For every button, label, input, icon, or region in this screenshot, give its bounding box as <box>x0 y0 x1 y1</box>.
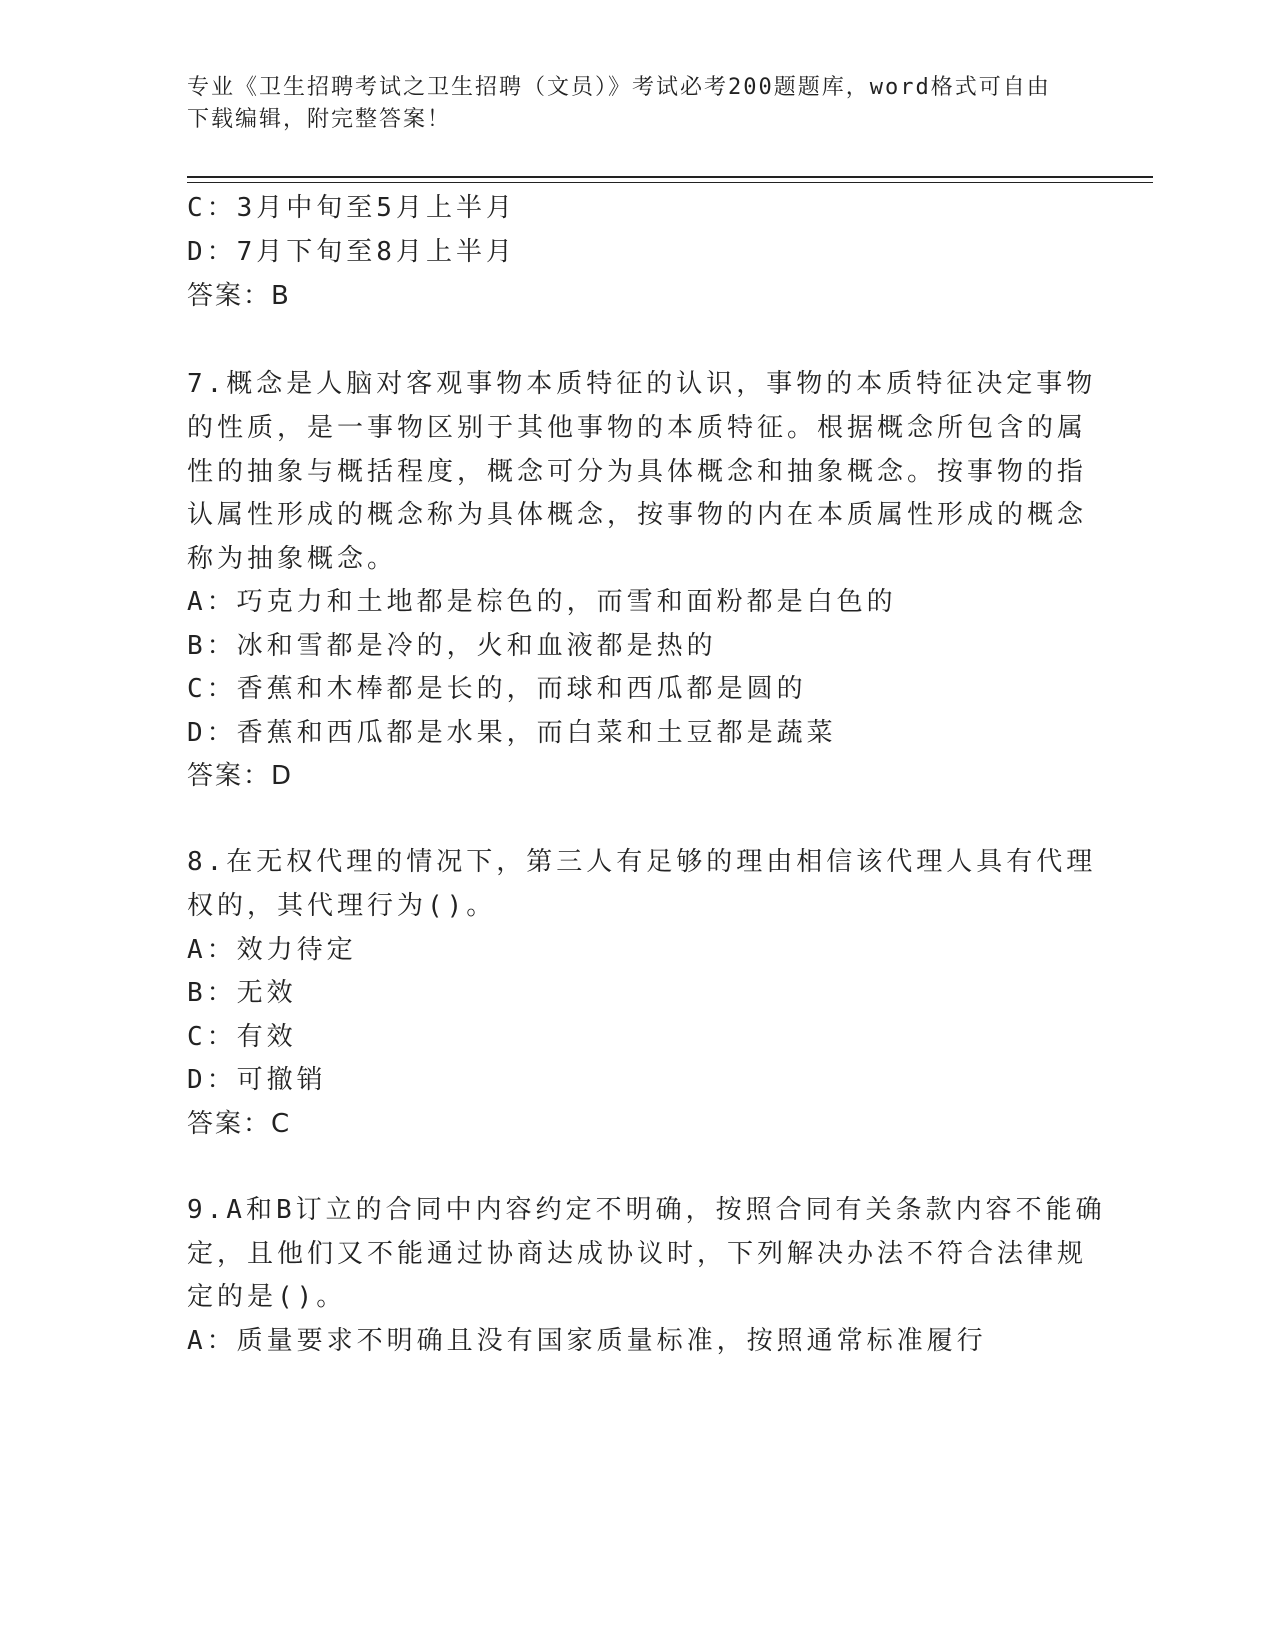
q9-option-a: A：质量要求不明确且没有国家质量标准，按照通常标准履行 <box>187 1326 987 1356</box>
q7-option-c: C：香蕉和木棒都是长的，而球和西瓜都是圆的 <box>187 674 807 704</box>
q8-option-a: A：效力待定 <box>187 935 357 965</box>
q7-option-d: D：香蕉和西瓜都是水果，而白菜和土豆都是蔬菜 <box>187 718 837 748</box>
q7-stem-line: 的性质，是一事物区别于其他事物的本质特征。根据概念所包含的属 <box>187 413 1088 443</box>
q9-stem-line: 定，且他们又不能通过协商达成协议时，下列解决办法不符合法律规 <box>187 1239 1088 1269</box>
q7-stem-line: 认属性形成的概念称为具体概念，按事物的内在本质属性形成的概念 <box>187 500 1088 530</box>
q9-stem-line: 定的是()。 <box>187 1282 347 1312</box>
q8-option-d: D：可撤销 <box>187 1065 327 1095</box>
q9-stem-line: 9.A和B订立的合同中内容约定不明确，按照合同有关条款内容不能确 <box>187 1195 1106 1225</box>
prev-option-c: C：3月中旬至5月上半月 <box>187 193 516 223</box>
header-rule <box>187 176 1153 178</box>
q8-option-b: B：无效 <box>187 978 297 1008</box>
q7-option-b: B：冰和雪都是冷的，火和血液都是热的 <box>187 631 717 661</box>
q7-option-a: A：巧克力和土地都是棕色的，而雪和面粉都是白色的 <box>187 587 897 617</box>
q7-stem-line: 7.概念是人脑对客观事物本质特征的认识，事物的本质特征决定事物 <box>187 369 1097 399</box>
prev-answer: 答案：B <box>187 281 291 311</box>
prev-option-d: D：7月下旬至8月上半月 <box>187 237 516 267</box>
q8-option-c: C：有效 <box>187 1022 297 1052</box>
q7-stem-line: 称为抽象概念。 <box>187 544 398 574</box>
document-header: 专业《卫生招聘考试之卫生招聘（文员）》考试必考200题题库，word格式可自由下载编辑，附完整答案！ <box>187 75 1051 132</box>
q8-answer: 答案：C <box>187 1109 292 1139</box>
q8-stem-line: 8.在无权代理的情况下，第三人有足够的理由相信该代理人具有代理 <box>187 847 1097 877</box>
q8-stem-line: 权的，其代理行为()。 <box>187 891 497 921</box>
q7-stem-line: 性的抽象与概括程度，概念可分为具体概念和抽象概念。按事物的指 <box>187 457 1088 487</box>
q7-answer: 答案：D <box>187 761 294 791</box>
header-rule-thin <box>187 182 1153 183</box>
